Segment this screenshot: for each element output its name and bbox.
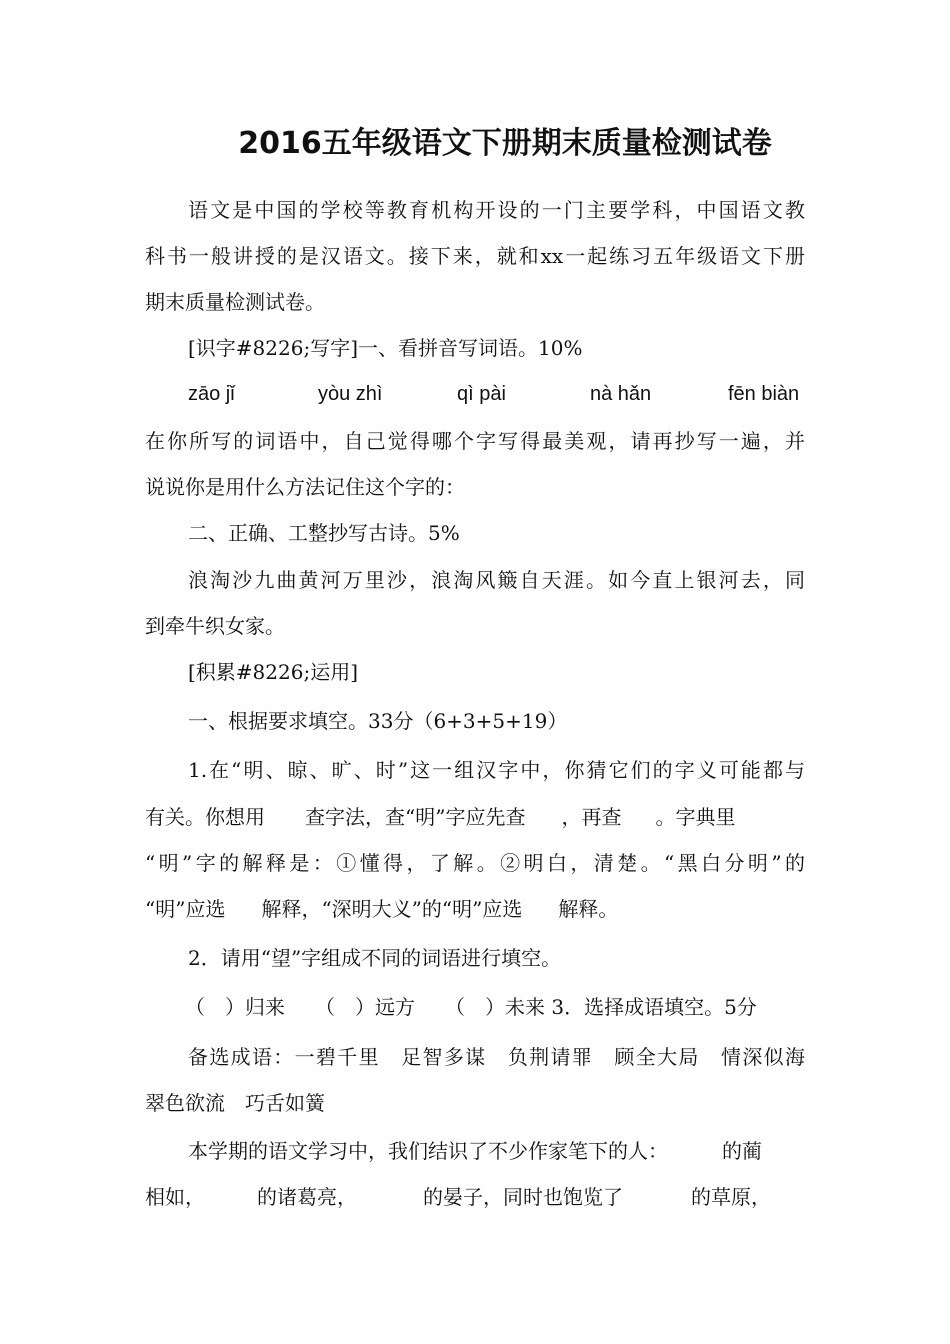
q3-text: 相如， [145,1185,205,1209]
q3-options-line-1: 备选成语：一碧千里 足智多谋 负荆请罪 顾全大局 情深似海 [188,1045,805,1069]
section-subheading: 一、根据要求填空。33分（6+3+5+19） [188,709,568,733]
pinyin-item: fēn biàn [728,383,800,405]
intro-line-2: 科书一般讲授的是汉语文。接下来，就和xx一起练习五年级语文下册 [145,244,805,268]
poem-line-1: 浪淘沙九曲黄河万里沙，浪淘风簸自天涯。如今直上银河去，同 [188,568,805,592]
q1-line-2 [145,805,805,829]
pinyin-item: yòu zhì [318,383,383,405]
q1-text: “明”应选 [145,897,226,921]
q2-blank-item[interactable]: （ ）远方 [315,995,415,1019]
q1-line-3: “明”字的解释是：①懂得，了解。②明白，清楚。“黑白分明”的 [145,851,805,875]
q3-options-line-2: 翠色欲流 巧舌如簧 [145,1091,325,1115]
sec1-text-line-2: 说说你是用什么方法记住这个字的： [145,475,465,499]
intro-line-3: 期末质量检测试卷。 [145,290,325,314]
q2-heading: 2．请用“望”字组成不同的词语进行填空。 [188,946,562,970]
q1-text: 解释，“深明大义”的“明”应选 [261,897,523,921]
section-heading-poem: 二、正确、工整抄写古诗。5% [188,521,460,545]
sec1-text-line-1: 在你所写的词语中，自己觉得哪个字写得最美观，请再抄写一遍，并 [145,429,805,453]
intro-line-1: 语文是中国的学校等教育机构开设的一门主要学科，中国语文教 [188,198,805,222]
q1-text: 查字法，查“明”字应先查 [305,805,526,829]
q3-text: 的诸葛亮， [257,1185,357,1209]
q3-text-line-1 [188,1139,805,1163]
pinyin-item: nà hǎn [590,383,652,405]
q3-text: 的草原， [691,1185,771,1209]
q1-text: ，再查 [561,805,622,829]
section-heading-literacy: [识字#8226;写字]一、看拼音写词语。10% [188,336,583,360]
q1-line-4 [145,897,805,921]
poem-line-2: 到牵牛织女家。 [145,614,285,638]
q2-fill-line [185,995,805,1019]
q2-blank-item[interactable]: （ ）归来 [185,995,285,1019]
q1-text: 。字典里 [655,805,736,829]
q3-text-line-2 [145,1185,805,1209]
q3-text: 的晏子，同时也饱览了 [423,1185,623,1209]
q1-text: 有关。你想用 [145,805,265,829]
q1-text: 解释。 [558,897,619,921]
q3-text: 本学期的语文学习中，我们结识了不少作家笔下的人： [188,1139,668,1163]
q2-blank-item: （ ）未来 3．选择成语填空。5分 [445,995,757,1019]
document-title: 2016五年级语文下册期末质量检测试卷 [238,126,772,161]
q1-line-1: 1.在“明、晾、旷、时”这一组汉字中，你猜它们的字义可能都与 [188,758,805,782]
pinyin-item: qì pài [457,383,506,405]
pinyin-item: zāo jǐ [188,383,235,405]
section-heading-accumulation: [积累#8226;运用] [188,660,358,684]
q3-text: 的蔺 [722,1139,762,1163]
